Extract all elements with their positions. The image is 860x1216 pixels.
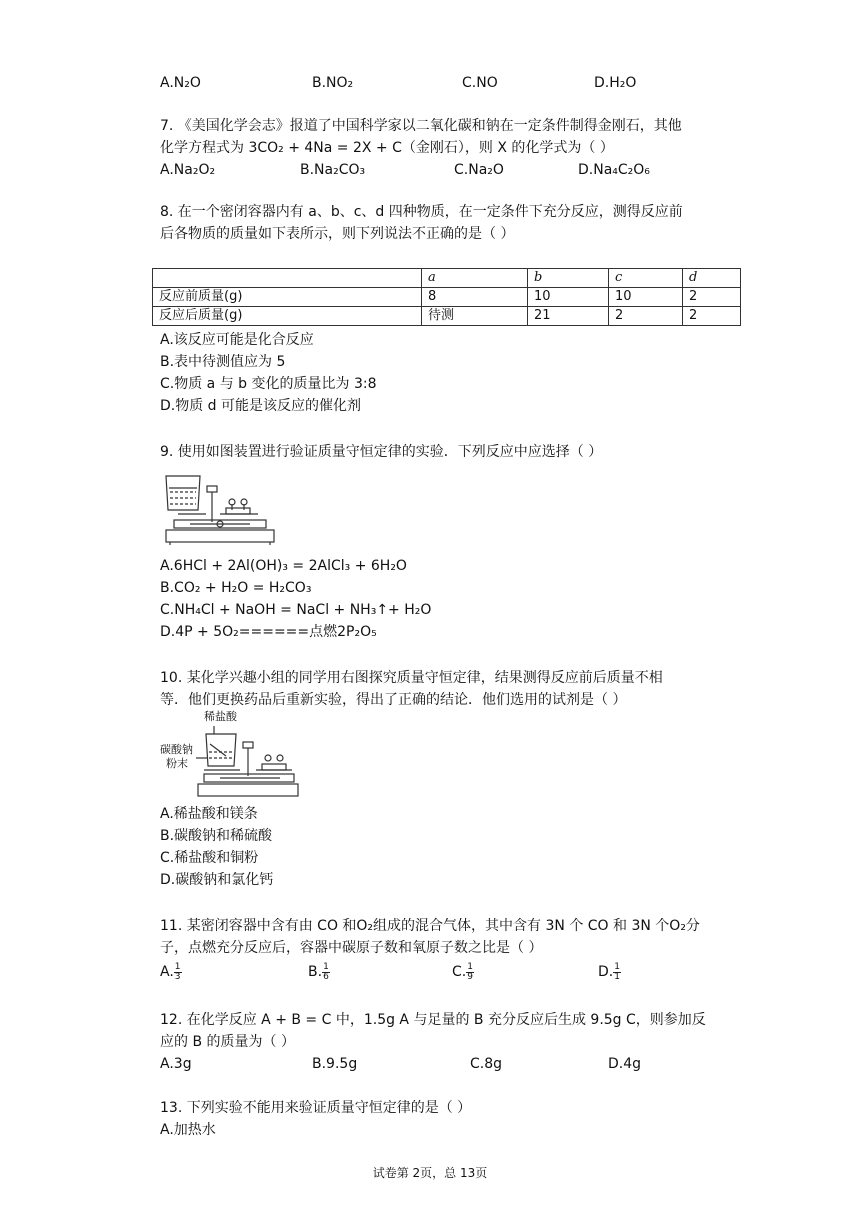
q7-option-d: D.Na₄C₂O₆ <box>578 162 650 178</box>
balance-beaker-figure <box>160 470 280 546</box>
q6-option-a: A.N₂O <box>160 75 201 91</box>
q11-line1: 11. 某密闭容器中含有由 CO 和O₂组成的混合气体，其中含有 3N 个 CO 和 3N 个O₂分 <box>160 918 700 934</box>
table-header-cell: a <box>422 269 528 288</box>
table-header-cell: d <box>683 269 741 288</box>
q10-line2: 等．他们更换药品后重新实验，得出了正确的结论．他们选用的试剂是（ ） <box>160 692 627 708</box>
q11-option-d: D. $\frac{1}{1}$ <box>598 961 620 982</box>
q9-option-c: C.NH₄Cl + NaOH = NaCl + NH₃↑+ H₂O <box>160 602 432 618</box>
table-row <box>153 288 741 307</box>
q7-line1: 7. 《美国化学会志》报道了中国科学家以二氧化碳和钠在一定条件制得金刚石，其他 <box>160 118 682 134</box>
q13-line1: 13. 下列实验不能用来验证质量守恒定律的是（ ） <box>160 1100 472 1116</box>
fig-label-powder: 粉末 <box>166 757 188 770</box>
table-row <box>153 307 741 326</box>
q8-option-a: A.该反应可能是化合反应 <box>160 332 314 348</box>
table-cell: 反应前质量(g) <box>153 288 422 307</box>
q7-line2: 化学方程式为 3CO₂ + 4Na = 2X + C（金刚石），则 X 的化学式为（ ） <box>160 140 614 156</box>
q10-option-a: A.稀盐酸和镁条 <box>160 806 258 822</box>
page-footer: 试卷第 2页，总 13页 <box>372 1166 488 1180</box>
q12-option-a: A.3g <box>160 1056 192 1072</box>
q10-line1: 10. 某化学兴趣小组的同学用右图探究质量守恒定律，结果测得反应前后质量不相 <box>160 670 663 686</box>
q12-option-b: B.9.5g <box>312 1056 358 1072</box>
q7-options <box>160 160 720 180</box>
q8-line2: 后各物质的质量如下表所示，则下列说法不正确的是（ ） <box>160 226 515 242</box>
balance-hcl-figure <box>196 724 300 800</box>
q6-option-d: D.H₂O <box>594 75 637 91</box>
q10-option-b: B.碳酸钠和稀硫酸 <box>160 828 273 844</box>
table-cell: 2 <box>683 307 741 326</box>
fig-label-dilute-hcl: 稀盐酸 <box>204 710 237 723</box>
q8-option-d: D.物质 d 可能是该反应的催化剂 <box>160 398 362 414</box>
q11-option-a: A. $\frac{1}{3}$ <box>160 961 181 982</box>
q7-option-c: C.Na₂O <box>454 162 504 178</box>
q12-line1: 12. 在化学反应 A + B = C 中，1.5g A 与足量的 B 充分反应后生成 9.5g C，则参加反 <box>160 1012 706 1028</box>
q12-option-d: D.4g <box>608 1056 642 1072</box>
table-cell: 10 <box>528 288 609 307</box>
table-cell: 待测 <box>422 307 528 326</box>
table-header-cell <box>153 269 422 288</box>
q6-option-c: C.NO <box>462 75 498 91</box>
q8-option-b: B.表中待测值应为 5 <box>160 354 286 370</box>
q12-options <box>160 1054 720 1074</box>
q11-option-c: C. $\frac{1}{9}$ <box>452 961 473 982</box>
q11-option-b: B. $\frac{1}{6}$ <box>308 961 329 982</box>
q12-line2: 应的 B 的质量为（ ） <box>160 1034 295 1050</box>
q9-option-a: A.6HCl + 2Al(OH)₃ = 2AlCl₃ + 6H₂O <box>160 558 407 574</box>
q6-option-b: B.NO₂ <box>312 75 354 91</box>
q10-option-d: D.碳酸钠和氯化钙 <box>160 872 274 888</box>
q11-line2: 子，点燃充分反应后，容器中碳原子数和氧原子数之比是（ ） <box>160 940 543 956</box>
q10-option-c: C.稀盐酸和铜粉 <box>160 850 259 866</box>
q12-option-c: C.8g <box>470 1056 503 1072</box>
table-header-cell: c <box>609 269 683 288</box>
q13-option-a: A.加热水 <box>160 1122 216 1138</box>
q7-option-b: B.Na₂CO₃ <box>300 162 366 178</box>
table-cell: 反应后质量(g) <box>153 307 422 326</box>
q8-option-c: C.物质 a 与 b 变化的质量比为 3:8 <box>160 376 377 392</box>
q7-option-a: A.Na₂O₂ <box>160 162 216 178</box>
fig-label-sodium-carbonate: 碳酸钠 <box>160 743 193 756</box>
q9-option-d: D.4P + 5O₂======点燃2P₂O₅ <box>160 624 377 640</box>
q8-table <box>152 268 741 326</box>
q11-options <box>160 962 720 986</box>
table-cell: 8 <box>422 288 528 307</box>
q9-option-b: B.CO₂ + H₂O = H₂CO₃ <box>160 580 312 596</box>
q9-line1: 9. 使用如图装置进行验证质量守恒定律的实验．下列反应中应选择（ ） <box>160 444 603 460</box>
table-cell: 21 <box>528 307 609 326</box>
table-cell: 2 <box>609 307 683 326</box>
table-header-cell: b <box>528 269 609 288</box>
q6-options <box>160 73 720 93</box>
table-cell: 2 <box>683 288 741 307</box>
table-cell: 10 <box>609 288 683 307</box>
q8-line1: 8. 在一个密闭容器内有 a、b、c、d 四种物质，在一定条件下充分反应，测得反应前 <box>160 204 683 220</box>
table-header-row <box>153 269 741 288</box>
